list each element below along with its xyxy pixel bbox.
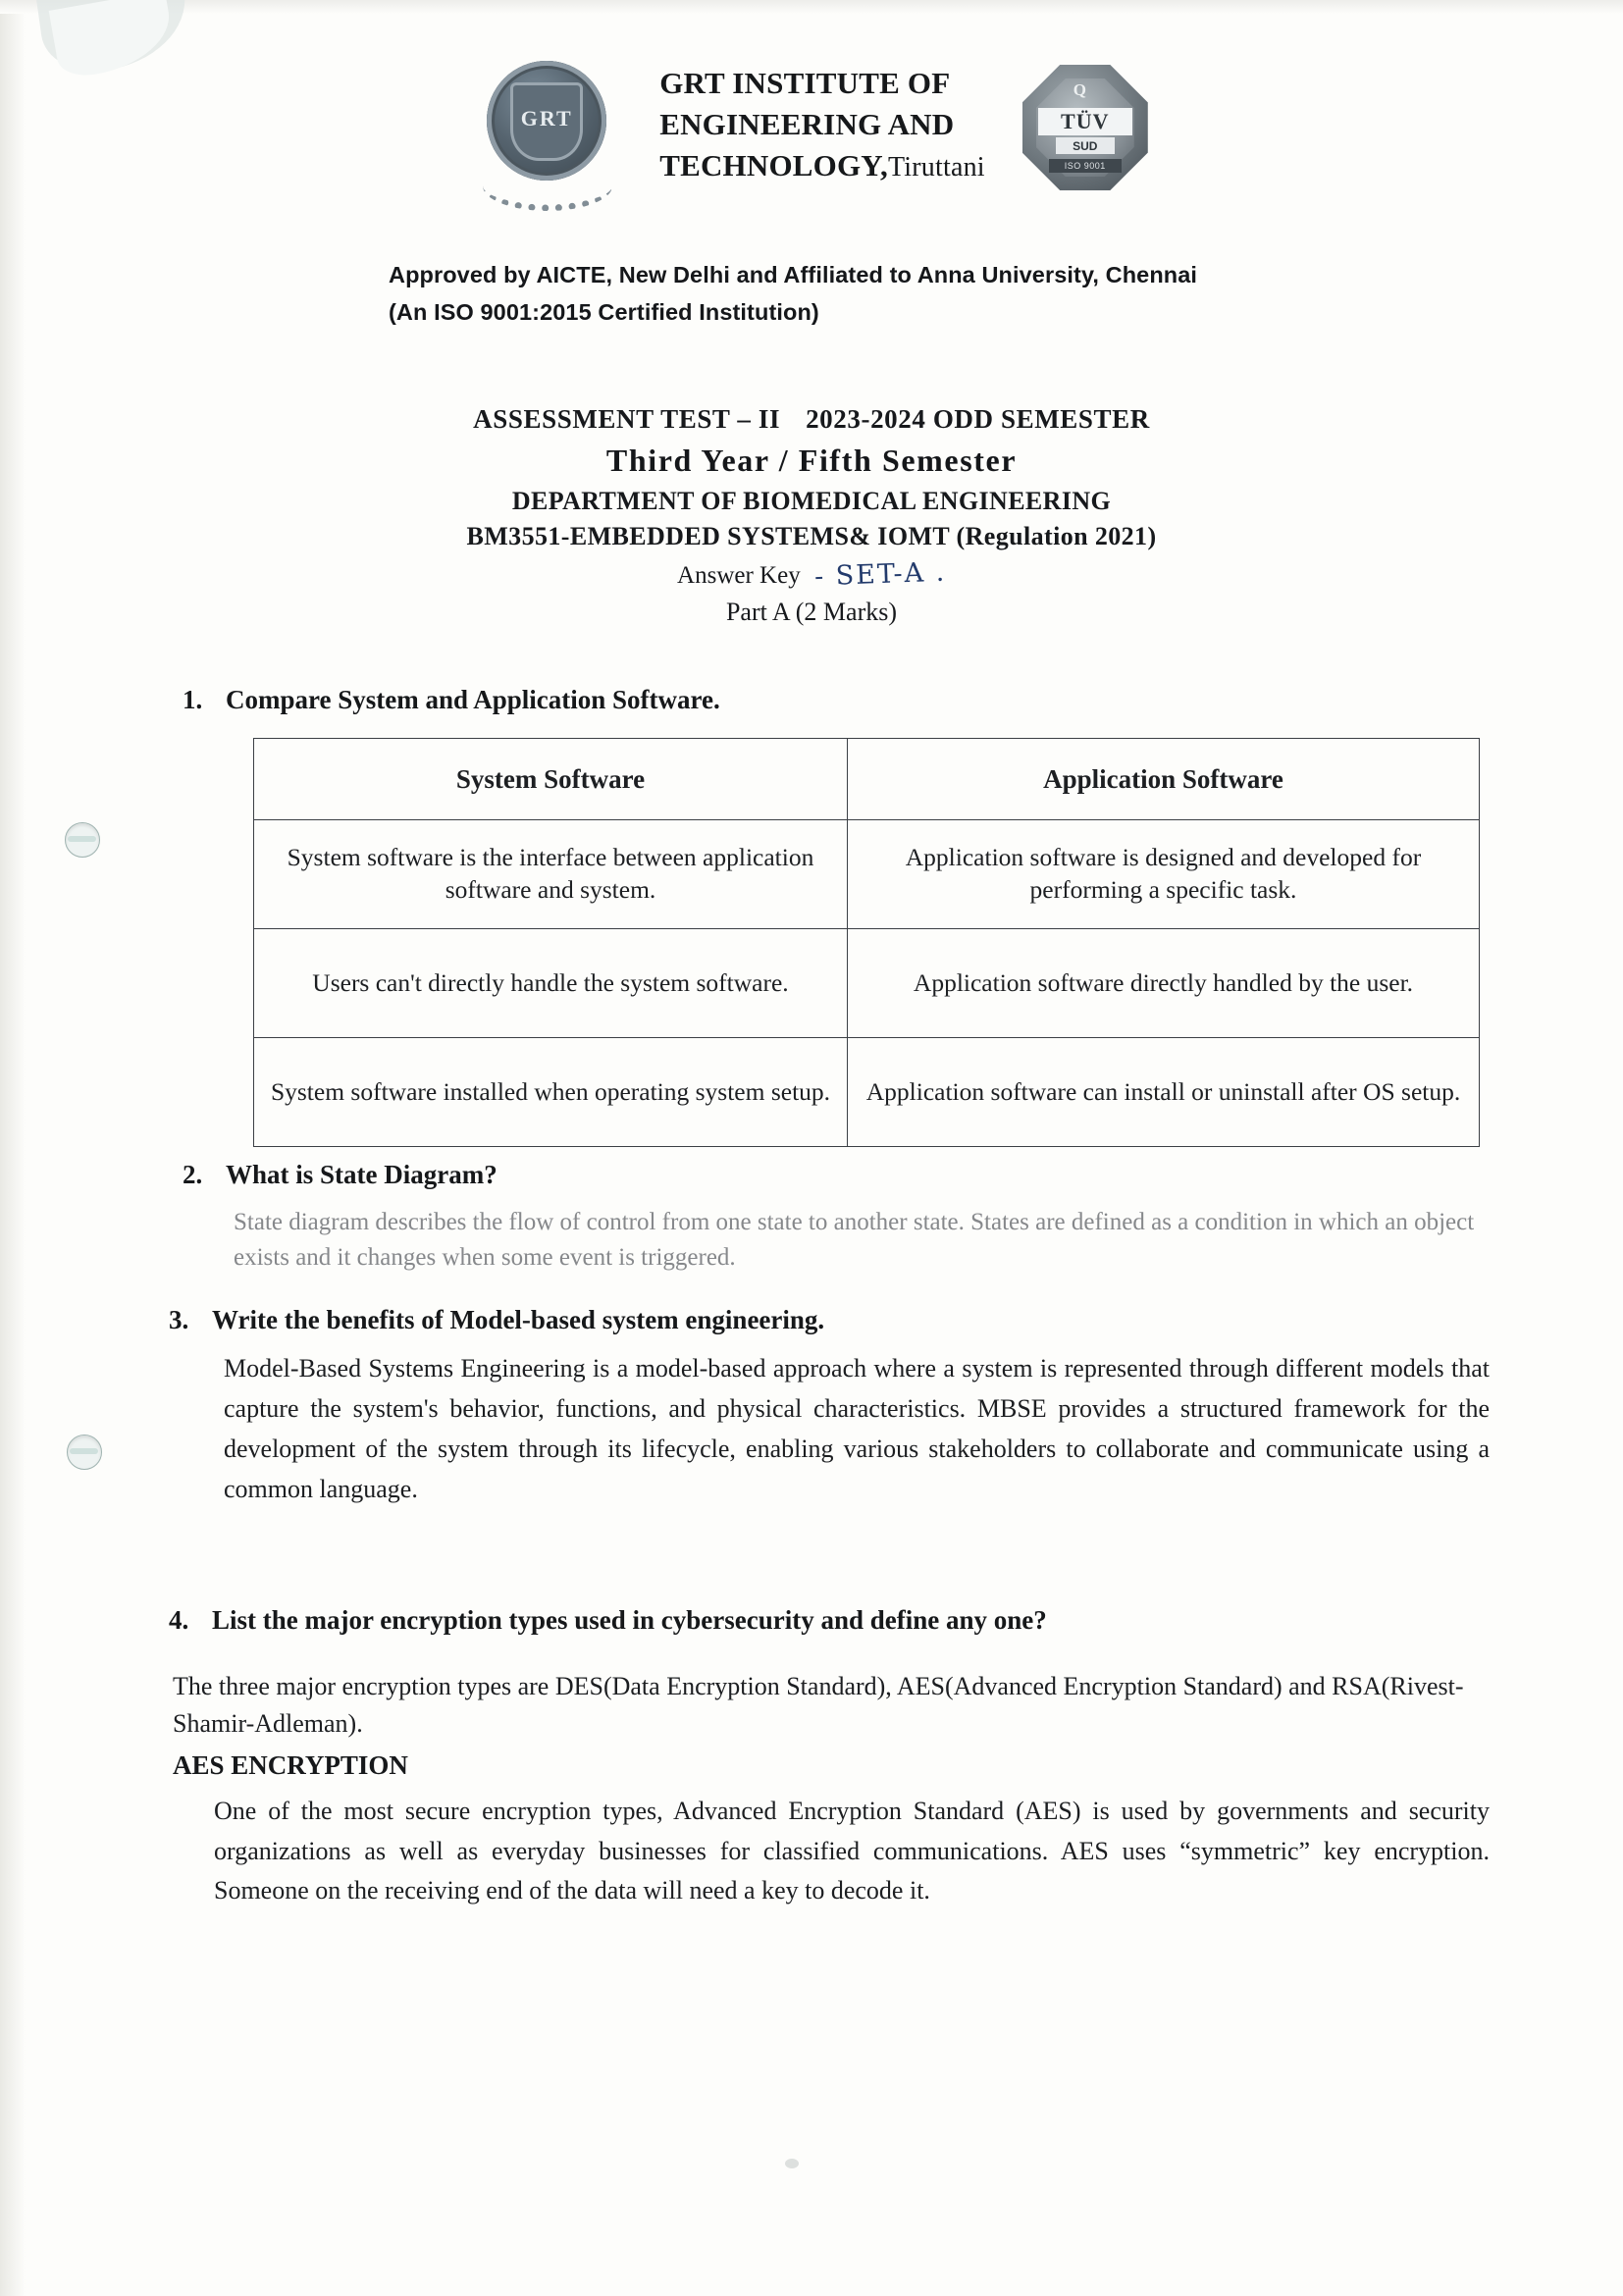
table-header-row xyxy=(254,739,1480,820)
table-cell-system-1: System software is the interface between application software and system. xyxy=(254,820,848,929)
scan-edge-left xyxy=(0,0,26,2296)
answer-key-label: Answer Key xyxy=(677,562,801,589)
tuv-q-mark: Q xyxy=(1073,80,1086,99)
set-annotation-handwritten: - SET-A . xyxy=(813,556,947,593)
grt-institute-logo-icon xyxy=(475,59,622,206)
question-4-text: List the major encryption types used in cybersecurity and define any one? xyxy=(212,1605,1047,1635)
answer-3-text: Model-Based Systems Engineering is a model-based approach where a system is represented through different models that capture the system's behavior, functions, and physical characteristics. MBSE provides a structured framework for the development of the system through its lifecycle, enabling various stakeholders to collaborate and communicate using a common language. xyxy=(224,1354,1490,1504)
question-4-number: 4. xyxy=(169,1605,189,1635)
tuv-sud-label: SUD xyxy=(1056,137,1115,154)
exam-test-name: ASSESSMENT TEST – II xyxy=(473,404,781,434)
exam-title-block xyxy=(0,404,1623,627)
table-cell-application-3: Application software can install or uninstall after OS setup. xyxy=(847,1038,1479,1147)
institute-name-line-3-bold: TECHNOLOGY, xyxy=(659,148,888,183)
table-cell-application-1: Application software is designed and developed for performing a specific task. xyxy=(847,820,1479,929)
question-4 xyxy=(169,1605,1464,1636)
institute-name-line-2: ENGINEERING AND xyxy=(659,107,955,142)
exam-year-semester: Third Year / Fifth Semester xyxy=(605,443,1018,478)
exam-session: 2023-2024 ODD SEMESTER xyxy=(806,404,1150,434)
logo-wreath xyxy=(483,161,612,211)
answer-4-intro: The three major encryption types are DES(Data Encryption Standard), AES(Advanced Encryption Standard) and RSA(Rivest-Shamir-Adleman). xyxy=(173,1672,1464,1739)
table-row xyxy=(254,820,1480,929)
punch-hole-bottom xyxy=(67,1435,102,1470)
document-header xyxy=(0,59,1623,206)
table-cell-application-2: Application software directly handled by the user. xyxy=(847,929,1479,1038)
accreditation-text xyxy=(389,257,1370,331)
question-2-number: 2. xyxy=(183,1160,203,1189)
accreditation-line-2: (An ISO 9001:2015 Certified Institution) xyxy=(389,298,819,325)
exam-test-line xyxy=(0,404,1623,435)
comparison-table xyxy=(253,738,1480,1147)
scan-smudge xyxy=(785,2159,799,2168)
table-cell-system-3: System software installed when operating system setup. xyxy=(254,1038,848,1147)
exam-department: DEPARTMENT OF BIOMEDICAL ENGINEERING xyxy=(511,487,1112,515)
tuv-iso-label: ISO 9001 xyxy=(1049,159,1122,173)
exam-subject: BM3551-EMBEDDED SYSTEMS& IOMT (Regulation 2021) xyxy=(466,522,1157,550)
answer-4-body: One of the most secure encryption types, Advanced Encryption Standard (AES) is used by governments and security organizations as well as everyday businesses for classified communications. AES uses “symmetric” key encryption. Someone on the receiving end of the data will need a key to decode it. xyxy=(214,1797,1490,1905)
table-header-system-software: System Software xyxy=(254,739,848,820)
table-header-application-software: Application Software xyxy=(847,739,1479,820)
scan-edge-top xyxy=(0,0,1623,14)
accreditation-line-1: Approved by AICTE, New Delhi and Affiliated to Anna University, Chennai xyxy=(389,262,1198,287)
logo-monogram: GRT xyxy=(520,106,573,130)
punch-hole-top xyxy=(65,822,100,858)
table-cell-system-2: Users can't directly handle the system software. xyxy=(254,929,848,1038)
question-3-text: Write the benefits of Model-based system engineering. xyxy=(212,1305,825,1334)
answer-2-text: State diagram describes the flow of control from one state to another state. States are defined as a condition in which an object exists and it changes when some event is triggered. xyxy=(234,1209,1475,1271)
answer-4-subtitle: AES ENCRYPTION xyxy=(173,1750,408,1780)
question-1-text: Compare System and Application Software. xyxy=(226,685,720,714)
institute-name-line-3 xyxy=(659,145,985,186)
tuv-wordmark: TÜV xyxy=(1038,108,1132,135)
institute-name-block xyxy=(659,63,985,186)
question-3 xyxy=(169,1305,824,1335)
question-2 xyxy=(183,1160,497,1190)
question-1 xyxy=(183,685,1458,715)
part-label: Part A (2 Marks) xyxy=(725,598,898,626)
question-2-text: What is State Diagram? xyxy=(226,1160,497,1189)
table-row xyxy=(254,929,1480,1038)
institute-name-line-1: GRT INSTITUTE OF xyxy=(659,66,951,100)
institute-location: Tiruttani xyxy=(887,152,985,183)
question-1-number: 1. xyxy=(183,685,203,714)
answer-key-line xyxy=(0,556,1623,593)
tuv-sud-certification-icon xyxy=(1022,65,1148,190)
question-3-number: 3. xyxy=(169,1305,189,1334)
table-row xyxy=(254,1038,1480,1147)
